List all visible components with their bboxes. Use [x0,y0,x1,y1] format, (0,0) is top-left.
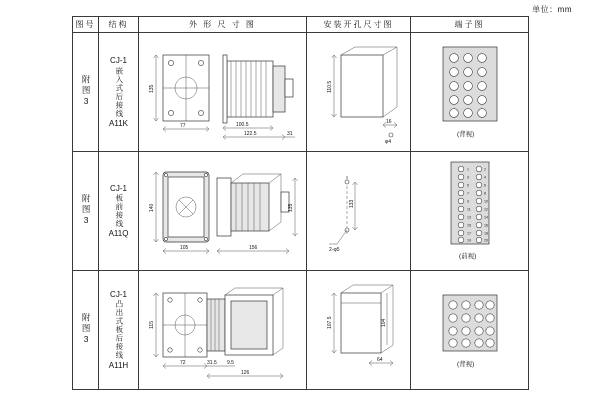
row2-term-num: 2 [484,167,486,172]
row2-dim-105: 105 [180,245,189,251]
row2-fig-label: 附图3 [81,193,92,227]
row2-dim-156: 156 [249,245,258,251]
row1-dim-100-5: 100.5 [236,122,249,128]
row2-term-num: 9 [467,199,469,204]
row3-mounting-cell [307,271,411,390]
row2-term-num: 20 [484,238,488,243]
row2-mount-dim-133: 133 [349,199,355,208]
row2-term-num: 16 [484,223,488,228]
header-struct: 结构 [99,17,139,33]
row1-mount-dim-110-5: 110.5 [327,80,333,93]
row1-dim-135: 135 [149,84,155,93]
row2-term-num: 10 [484,199,488,204]
row2-outline-drawing [139,152,307,270]
row2-dim-140: 140 [149,203,155,212]
row2-struct-code: CJ-1 [110,183,127,193]
row2-terminal-cell [411,152,529,271]
row1-dim-31: 31 [287,131,293,137]
row3-terminal-drawing [411,271,529,389]
row1-fig-cell [73,33,99,152]
table-row [73,33,529,152]
row2-term-num: 17 [467,231,471,236]
unit-note: 单位：mm [532,5,572,14]
row3-dim-126: 126 [241,370,250,376]
row1-struct-mid: 嵌入式后接线 [114,66,124,118]
table-row [73,271,529,390]
row2-term-num: 4 [484,175,486,180]
row2-terminal-drawing [411,152,529,270]
row3-terminal-cell [411,271,529,390]
row3-mount-dim-107-5: 107.5 [327,316,333,329]
row2-term-num: 19 [467,238,471,243]
row2-mounting-drawing [307,152,411,270]
header-terminal: 端子图 [411,17,529,33]
row2-mounting-cell [307,152,411,271]
row2-term-num: 13 [467,215,471,220]
row3-struct-code: CJ-1 [110,290,127,300]
row2-term-num: 12 [484,207,488,212]
row1-struct-cell [99,33,139,152]
row1-dim-122-5: 122.5 [244,131,257,137]
header-outline: 外 形 尺 寸 图 [139,17,307,33]
table-row [73,152,529,271]
row2-term-num: 18 [484,231,488,236]
row3-terminal-caption: (背视) [457,361,475,368]
row3-struct-model: A11H [108,360,129,370]
row3-fig-cell [73,271,99,390]
row3-outline-drawing [139,271,307,389]
row2-dim-135: 135 [288,203,294,212]
row2-term-num: 14 [484,215,488,220]
row1-terminal-cell [411,33,529,152]
row3-struct-cell [99,271,139,390]
row1-mounting-cell [307,33,411,152]
row2-struct-model: A11Q [108,229,129,238]
row1-mounting-drawing [307,33,411,151]
header-fig: 图号 [73,17,99,33]
row2-term-num: 11 [467,207,471,212]
spec-table [72,16,529,390]
row2-term-num: 8 [484,191,486,196]
row3-dim-9-5: 9.5 [227,360,234,366]
row1-dim-77: 77 [180,123,186,129]
row2-term-num: 5 [467,183,469,188]
row2-struct-mid: 板前接线 [114,194,124,228]
row2-term-num: 15 [467,223,471,228]
row2-fig-cell [73,152,99,271]
row3-mounting-drawing [307,271,411,389]
row1-outline-drawing [139,33,307,151]
row1-struct-code: CJ-1 [110,56,127,66]
row1-mount-dim-phi4: φ4 [385,139,392,145]
row2-term-num: 3 [467,175,469,180]
row3-dim-31-5: 31.5 [207,360,217,366]
row1-mount-dim-16: 16 [386,119,392,125]
row2-term-num: 1 [467,167,469,172]
row3-outline-cell [139,271,307,390]
row1-struct-model: A11K [109,118,128,128]
row3-dim-72: 72 [180,360,186,366]
row1-fig-label: 附图3 [81,74,92,108]
header-mounting: 安装开孔尺寸图 [307,17,411,33]
row1-outline-cell [139,33,307,152]
row3-fig-label: 附图3 [81,312,92,346]
row3-struct-mid: 凸出式板后接线 [114,300,124,360]
row2-mount-dim-2phi5: 2-φ5 [329,247,340,253]
row2-terminal-caption: (前视) [459,253,477,260]
row3-mount-dim-104: 104 [381,318,387,327]
row1-terminal-drawing [411,33,529,151]
row3-dim-115: 115 [149,321,155,329]
row2-outline-cell [139,152,307,271]
row1-terminal-caption: (背视) [457,131,475,138]
row2-struct-cell [99,152,139,271]
row2-term-num: 7 [467,191,469,196]
row3-mount-dim-64: 64 [377,357,383,363]
table-header-row [73,17,529,33]
row2-term-num: 6 [484,183,486,188]
